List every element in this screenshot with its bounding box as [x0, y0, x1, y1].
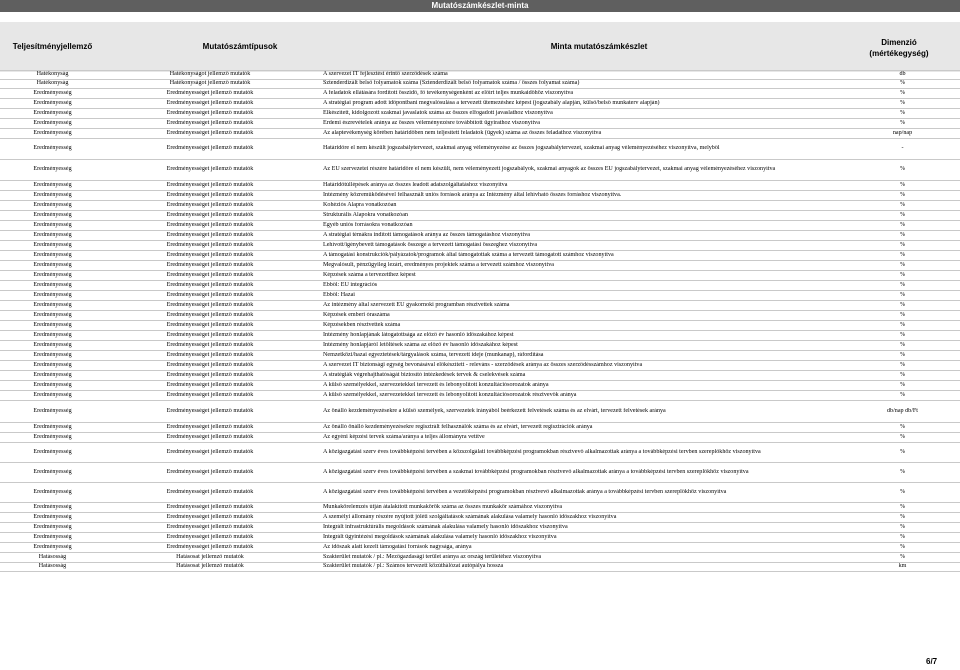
cell-dimenzio: % [899, 533, 906, 540]
cell-dimenzio: db [899, 71, 906, 78]
cell-mutatoszamtipus: Eredményességet jellemző mutatók [166, 468, 254, 475]
cell-mutatoszam: Elkészített, kidolgozott szakmai javaslatok száma az összes elfogadott javaslathoz viszonyítva [323, 109, 553, 116]
cell-dimenzio: % [899, 423, 906, 430]
cell-mutatoszamtipus: Eredményességet jellemző mutatók [166, 181, 254, 188]
window-title: Mutatószámkészlet-minta [0, 0, 960, 12]
table-row [0, 250, 960, 260]
cell-teljesitmenyjellemzo: Eredményesség [33, 181, 72, 188]
table-row [0, 502, 960, 512]
cell-dimenzio: % [899, 271, 906, 278]
cell-mutatoszam: A közigazgatási szerv éves továbbképzési tervében a közszolgálati továbbképzési programokban résztvevő alkalmazottak aránya a továbbképzési tervben szereplőkhöz viszonyítva [323, 448, 761, 455]
cell-mutatoszam: A közigazgatási szerv éves továbbképzési tervében a vezetőképzési programokban résztvevő alkalmazottak aránya a továbbképzési tervben szereplőkhöz viszonyítva [323, 488, 727, 495]
cell-mutatoszamtipus: Eredményességet jellemző mutatók [166, 533, 254, 540]
cell-teljesitmenyjellemzo: Eredményesség [33, 166, 72, 173]
cell-teljesitmenyjellemzo: Eredményesség [33, 99, 72, 106]
cell-teljesitmenyjellemzo: Eredményesség [33, 119, 72, 126]
cell-teljesitmenyjellemzo: Eredményesség [33, 433, 72, 440]
table-row [0, 180, 960, 190]
page-number: 6/7 [926, 657, 938, 666]
cell-mutatoszamtipus: Eredményességet jellemző mutatók [166, 221, 254, 228]
cell-dimenzio: % [899, 553, 906, 560]
cell-mutatoszam: Képzésekben résztvettek száma [323, 321, 401, 328]
table-row [0, 98, 960, 108]
cell-teljesitmenyjellemzo: Eredményesség [33, 371, 72, 378]
header-dimenzio [838, 37, 960, 59]
table-row [0, 108, 960, 118]
cell-dimenzio: % [899, 351, 906, 358]
table-row [0, 370, 960, 380]
cell-mutatoszam: Ebből: Hazai [323, 291, 355, 298]
cell-mutatoszam: Képzések emberi óraszáma [323, 311, 390, 318]
table-row [0, 230, 960, 240]
cell-mutatoszamtipus: Eredményességet jellemző mutatók [166, 201, 254, 208]
cell-dimenzio: % [899, 321, 906, 328]
cell-mutatoszamtipus: Eredményességet jellemző mutatók [166, 251, 254, 258]
cell-mutatoszam: Nemzetközi/hazai egyeztetések/tárgyalások száma, tervezett ideje (munkanap), ráfordítása [323, 351, 544, 358]
cell-dimenzio: % [899, 241, 906, 248]
cell-mutatoszamtipus: Eredményességet jellemző mutatók [166, 271, 254, 278]
cell-mutatoszamtipus: Eredményességet jellemző mutatók [166, 129, 254, 136]
cell-mutatoszamtipus: Hatékonyságot jellemző mutatók [169, 71, 251, 78]
cell-mutatoszamtipus: Eredményességet jellemző mutatók [166, 371, 254, 378]
cell-mutatoszamtipus: Eredményességet jellemző mutatók [166, 361, 254, 368]
cell-teljesitmenyjellemzo: Eredményesség [33, 341, 72, 348]
cell-dimenzio: % [899, 341, 906, 348]
cell-dimenzio: % [899, 503, 906, 510]
table-row [0, 320, 960, 330]
table-row [0, 190, 960, 200]
cell-mutatoszam: Az időszak alatt kezelt támogatási források nagysága, aránya [323, 543, 472, 550]
cell-mutatoszamtipus: Hatásosat jellemző mutatók [176, 563, 244, 570]
table-row [0, 390, 960, 400]
cell-dimenzio: % [899, 543, 906, 550]
cell-mutatoszamtipus: Eredményességet jellemző mutatók [166, 89, 254, 96]
table-row [0, 380, 960, 390]
cell-teljesitmenyjellemzo: Eredményesség [33, 488, 72, 495]
cell-dimenzio: % [899, 448, 906, 455]
cell-teljesitmenyjellemzo: Eredményesség [33, 145, 72, 152]
cell-mutatoszamtipus: Eredményességet jellemző mutatók [166, 241, 254, 248]
cell-mutatoszamtipus: Eredményességet jellemző mutatók [166, 145, 254, 152]
cell-teljesitmenyjellemzo: Eredményesség [33, 281, 72, 288]
table-row [0, 200, 960, 210]
cell-dimenzio: % [899, 221, 906, 228]
cell-mutatoszam: Szakterület mutatók / pl.: Mezőgazdasági terület aránya az ország területéhez viszonyítva [323, 553, 542, 560]
table-row [0, 552, 960, 562]
table-row [0, 542, 960, 552]
cell-mutatoszam: Strukturális Alapokra vonatkozóan [323, 211, 408, 218]
cell-mutatoszam: Képzések száma a tervezetthez képest [323, 271, 416, 278]
cell-mutatoszamtipus: Eredményességet jellemző mutatók [166, 341, 254, 348]
table-row [0, 330, 960, 340]
table-row [0, 128, 960, 138]
cell-dimenzio: % [899, 361, 906, 368]
table-row [0, 220, 960, 230]
cell-dimenzio: % [899, 291, 906, 298]
cell-dimenzio: % [899, 433, 906, 440]
table-row [0, 138, 960, 159]
cell-dimenzio: % [899, 89, 906, 96]
table-row [0, 442, 960, 462]
cell-mutatoszamtipus: Hatékonyságot jellemző mutatók [169, 80, 251, 87]
cell-dimenzio: % [899, 468, 906, 475]
cell-mutatoszam: Egyéb uniós forrásokra vonatkozóan [323, 221, 413, 228]
table-row [0, 482, 960, 502]
cell-dimenzio: % [899, 119, 906, 126]
cell-dimenzio: - [901, 145, 904, 152]
cell-dimenzio: % [899, 191, 906, 198]
cell-dimenzio: km [898, 563, 907, 570]
table-row [0, 422, 960, 432]
cell-mutatoszam: Lehívott/igénybevett támogatások összege a tervezett támogatási összeghez viszonyítva [323, 241, 538, 248]
cell-mutatoszamtipus: Eredményességet jellemző mutatók [166, 166, 254, 173]
cell-teljesitmenyjellemzo: Eredményesség [33, 543, 72, 550]
cell-mutatoszamtipus: Eredményességet jellemző mutatók [166, 321, 254, 328]
table-row [0, 240, 960, 250]
cell-mutatoszam: Szakterület mutatók / pl.: Számos tervezett közúthálózat autópálya hossza [323, 563, 504, 570]
cell-mutatoszam: Az önálló önálló kezdeményezésekre regisztrált felhasználók száma és az elvárt, tervezett regisztrációk aránya [323, 423, 593, 430]
cell-teljesitmenyjellemzo: Hatékonyság [36, 80, 69, 87]
cell-teljesitmenyjellemzo: Eredményesség [33, 407, 72, 414]
cell-dimenzio: % [899, 99, 906, 106]
table-row [0, 532, 960, 542]
cell-mutatoszamtipus: Eredményességet jellemző mutatók [166, 119, 254, 126]
cell-teljesitmenyjellemzo: Eredményesség [33, 423, 72, 430]
cell-teljesitmenyjellemzo: Eredményesség [33, 468, 72, 475]
cell-dimenzio: % [899, 166, 906, 173]
cell-mutatoszamtipus: Eredményességet jellemző mutatók [166, 423, 254, 430]
cell-teljesitmenyjellemzo: Eredményesség [33, 251, 72, 258]
cell-mutatoszam: A személyi állomány részére nyújtott jóléti szolgáltatások számának alakulása valamely hasonló időszakhoz viszonyítva [323, 513, 617, 520]
cell-dimenzio: db/nap db/Ft [887, 407, 918, 414]
cell-teljesitmenyjellemzo: Eredményesség [33, 211, 72, 218]
table-row [0, 270, 960, 280]
cell-mutatoszamtipus: Eredményességet jellemző mutatók [166, 109, 254, 116]
cell-dimenzio: % [899, 513, 906, 520]
cell-teljesitmenyjellemzo: Eredményesség [33, 503, 72, 510]
cell-mutatoszamtipus: Eredményességet jellemző mutatók [166, 301, 254, 308]
cell-teljesitmenyjellemzo: Eredményesség [33, 291, 72, 298]
cell-mutatoszam: Integrált infrastruktúrális megoldások számának alakulása valamely hasonló időszakhoz viszonyítva [323, 523, 568, 530]
table-row [0, 260, 960, 270]
cell-mutatoszamtipus: Eredményességet jellemző mutatók [166, 407, 254, 414]
cell-dimenzio: % [899, 311, 906, 318]
cell-mutatoszam: Ebből: EU integrációs [323, 281, 378, 288]
header-dimenzio-line1: Dimenzió [881, 38, 917, 47]
cell-teljesitmenyjellemzo: Eredményesség [33, 331, 72, 338]
cell-mutatoszam: Intézmény honlapjának látogatottsága az előző év hasonló időszakához képest [323, 331, 514, 338]
cell-mutatoszamtipus: Eredményességet jellemző mutatók [166, 513, 254, 520]
cell-dimenzio: % [899, 488, 906, 495]
cell-mutatoszam: Az EU szervezetei részére határidőre el nem készült, nem véleményezett jogszabályok, szakmai anyagok az összes EU jogszabálytervezet, szakmai anyag véleményezéséhez viszonyítva [323, 166, 776, 173]
cell-mutatoszam: A támogatási konstrukciók/pályázatok/programok által támogatottak száma a tervezett támogatott számhoz viszonyítva [323, 251, 614, 258]
cell-teljesitmenyjellemzo: Eredményesség [33, 381, 72, 388]
cell-mutatoszam: Kohéziós Alapra vonatkozóan [323, 201, 397, 208]
cell-dimenzio: % [899, 281, 906, 288]
cell-teljesitmenyjellemzo: Hatásosság [38, 553, 67, 560]
cell-mutatoszam: A stratégiák végrehajthatóságát biztosító intézkedések tervek & cselekvések száma [323, 371, 526, 378]
cell-dimenzio: % [899, 371, 906, 378]
cell-mutatoszam: Az egyéni képzési tervek száma/aránya a teljes állományra vetítve [323, 433, 485, 440]
table-row [0, 118, 960, 128]
cell-teljesitmenyjellemzo: Eredményesség [33, 523, 72, 530]
cell-teljesitmenyjellemzo: Eredményesség [33, 201, 72, 208]
table-row [0, 159, 960, 180]
cell-dimenzio: % [899, 301, 906, 308]
cell-mutatoszam: Sztenderdizált belső folyamatok száma (Sztenderdizált belső folyamatok száma / összes folyamat száma) [323, 80, 580, 87]
cell-dimenzio: % [899, 251, 906, 258]
cell-mutatoszam: A közigazgatási szerv éves továbbképzési tervében a szakmai továbbképzési programokban résztvevő alkalmazottak aránya a továbbképzési tervben szereplőkhöz viszonyítva [323, 468, 749, 475]
cell-mutatoszamtipus: Eredményességet jellemző mutatók [166, 311, 254, 318]
cell-teljesitmenyjellemzo: Eredményesség [33, 231, 72, 238]
table-row [0, 522, 960, 532]
cell-mutatoszamtipus: Eredményességet jellemző mutatók [166, 261, 254, 268]
table-row [0, 360, 960, 370]
cell-teljesitmenyjellemzo: Eredményesség [33, 261, 72, 268]
cell-dimenzio: nap/nap [892, 129, 913, 136]
cell-teljesitmenyjellemzo: Eredményesség [33, 311, 72, 318]
table-row [0, 512, 960, 522]
cell-teljesitmenyjellemzo: Eredményesség [33, 109, 72, 116]
cell-mutatoszam: A feladatok ellátására fordított összidő, fő tevékenységenként az előírt teljes munkaidőhöz viszonyítva [323, 89, 574, 96]
cell-mutatoszamtipus: Eredményességet jellemző mutatók [166, 331, 254, 338]
cell-teljesitmenyjellemzo: Eredményesség [33, 241, 72, 248]
header-mutatoszamtipusok: Mutatószámtípusok [202, 42, 278, 51]
cell-dimenzio: % [899, 391, 906, 398]
cell-mutatoszamtipus: Eredményességet jellemző mutatók [166, 99, 254, 106]
cell-mutatoszam: A stratégiai témákra indított támogatások aránya az összes támogatáshoz viszonyítva [323, 231, 530, 238]
table-row [0, 300, 960, 310]
cell-mutatoszam: Az alaptevékenység körében határidőben nem teljesített feladatok (ügyek) száma az összes feladathoz viszonyítva [323, 129, 602, 136]
cell-mutatoszam: Megvalósult, pénzügyileg lezárt, eredményes projektek száma a tervezett számhoz viszonyítva [323, 261, 554, 268]
table-row [0, 79, 960, 88]
header-teljesitmenyjellemzo: Teljesítményjellemző [12, 42, 93, 51]
cell-teljesitmenyjellemzo: Eredményesség [33, 321, 72, 328]
cell-teljesitmenyjellemzo: Eredményesség [33, 191, 72, 198]
cell-mutatoszamtipus: Eredményességet jellemző mutatók [166, 231, 254, 238]
cell-mutatoszamtipus: Eredményességet jellemző mutatók [166, 191, 254, 198]
cell-mutatoszamtipus: Hatásosat jellemző mutatók [176, 553, 244, 560]
cell-mutatoszam: A külső személyekkel, szervezetekkel tervezett és lebonyolított konzultációsorozatok résztvevők aránya [323, 391, 577, 398]
cell-mutatoszamtipus: Eredményességet jellemző mutatók [166, 448, 254, 455]
cell-teljesitmenyjellemzo: Eredményesség [33, 361, 72, 368]
cell-dimenzio: % [899, 201, 906, 208]
cell-mutatoszamtipus: Eredményességet jellemző mutatók [166, 381, 254, 388]
cell-dimenzio: % [899, 523, 906, 530]
cell-mutatoszamtipus: Eredményességet jellemző mutatók [166, 281, 254, 288]
header-mutatoszamkeszlet: Minta mutatószámkészlet [550, 42, 648, 51]
cell-mutatoszam: Intézmény honlapjáról letöltések száma az előző év hasonló időszakához képest [323, 341, 518, 348]
cell-dimenzio: % [899, 211, 906, 218]
cell-teljesitmenyjellemzo: Hatásosság [38, 563, 67, 570]
cell-teljesitmenyjellemzo: Eredményesség [33, 391, 72, 398]
cell-dimenzio: % [899, 381, 906, 388]
cell-mutatoszam: A szervezet IT biztonsági egység bevonásával előkészített - releváns - szerződések aránya az összes szerződésszámhoz viszonyítva [323, 361, 643, 368]
cell-mutatoszam: Az önálló kezdeményezésekre a külső személyek, szervezetek irányából beérkezett felvetések száma és az elvárt, tervezett felvetések aránya [323, 407, 666, 414]
table-row [0, 350, 960, 360]
cell-mutatoszam: A külső személyekkel, szervezetekkel tervezett és lebonyolított konzultációsorozatok aránya [323, 381, 549, 388]
cell-teljesitmenyjellemzo: Eredményesség [33, 301, 72, 308]
cell-mutatoszam: A stratégiai program adott időpontbani megvalósulása a tervezett ütemezéshez képest (jogszabály alapján, külső/belső munkaterv alapján) [323, 99, 660, 106]
cell-mutatoszam: Integrált ügyintézési megoldások számának alakulása valamely hasonló időszakhoz viszonyítva [323, 533, 557, 540]
cell-mutatoszam: Munkakörelemzés útján átalakított munkakörök száma az összes munkakör számához viszonyítva [323, 503, 563, 510]
cell-mutatoszam: Határidőre el nem készült jogszabálytervezet, szakmai anyag véleményezése az összes jogszabálytervezet, szakmai anyag véleményezéséhez viszonyítva, melyből [323, 145, 720, 152]
table-row [0, 70, 960, 79]
table-row [0, 400, 960, 422]
cell-teljesitmenyjellemzo: Eredményesség [33, 89, 72, 96]
cell-mutatoszam: Érdemi észrevételek aránya az összes véleményezésre továbbított ügyirathoz viszonyítva [323, 119, 540, 126]
table-row [0, 88, 960, 98]
cell-dimenzio: % [899, 331, 906, 338]
cell-mutatoszam: Intézmény közreműködésével felhasznált uniós források aránya az Intézmény által lehívható összes forráshoz viszonyítva. [323, 191, 622, 198]
table-row [0, 562, 960, 572]
cell-dimenzio: % [899, 261, 906, 268]
header-dimenzio-line2: (mértékegység) [869, 49, 929, 58]
cell-teljesitmenyjellemzo: Eredményesség [33, 448, 72, 455]
cell-mutatoszamtipus: Eredményességet jellemző mutatók [166, 433, 254, 440]
cell-mutatoszamtipus: Eredményességet jellemző mutatók [166, 488, 254, 495]
cell-teljesitmenyjellemzo: Eredményesség [33, 351, 72, 358]
table-row [0, 210, 960, 220]
cell-dimenzio: % [899, 231, 906, 238]
cell-dimenzio: % [899, 109, 906, 116]
cell-dimenzio: % [899, 80, 906, 87]
table-row [0, 340, 960, 350]
cell-mutatoszamtipus: Eredményességet jellemző mutatók [166, 211, 254, 218]
cell-mutatoszam: A szervezet IT fejlesztést érintő szerződések száma [323, 71, 448, 78]
cell-teljesitmenyjellemzo: Eredményesség [33, 221, 72, 228]
cell-mutatoszamtipus: Eredményességet jellemző mutatók [166, 291, 254, 298]
table-row [0, 290, 960, 300]
cell-mutatoszamtipus: Eredményességet jellemző mutatók [166, 503, 254, 510]
cell-mutatoszamtipus: Eredményességet jellemző mutatók [166, 391, 254, 398]
cell-teljesitmenyjellemzo: Hatékonyság [36, 71, 69, 78]
cell-mutatoszamtipus: Eredményességet jellemző mutatók [166, 543, 254, 550]
cell-mutatoszamtipus: Eredményességet jellemző mutatók [166, 523, 254, 530]
cell-mutatoszamtipus: Eredményességet jellemző mutatók [166, 351, 254, 358]
cell-teljesitmenyjellemzo: Eredményesség [33, 129, 72, 136]
cell-mutatoszam: Határidőtúllépések aránya az összes leadott adatszolgáltatáshoz viszonyítva [323, 181, 508, 188]
table-row [0, 310, 960, 320]
table-row [0, 280, 960, 290]
table-row [0, 432, 960, 442]
cell-teljesitmenyjellemzo: Eredményesség [33, 513, 72, 520]
indicator-table [0, 70, 960, 572]
table-row [0, 462, 960, 482]
cell-mutatoszam: Az intézmény által szervezett EU gyakornoki programban résztvettek száma [323, 301, 510, 308]
table-header [0, 22, 960, 72]
cell-teljesitmenyjellemzo: Eredményesség [33, 533, 72, 540]
cell-dimenzio: % [899, 181, 906, 188]
cell-teljesitmenyjellemzo: Eredményesség [33, 271, 72, 278]
